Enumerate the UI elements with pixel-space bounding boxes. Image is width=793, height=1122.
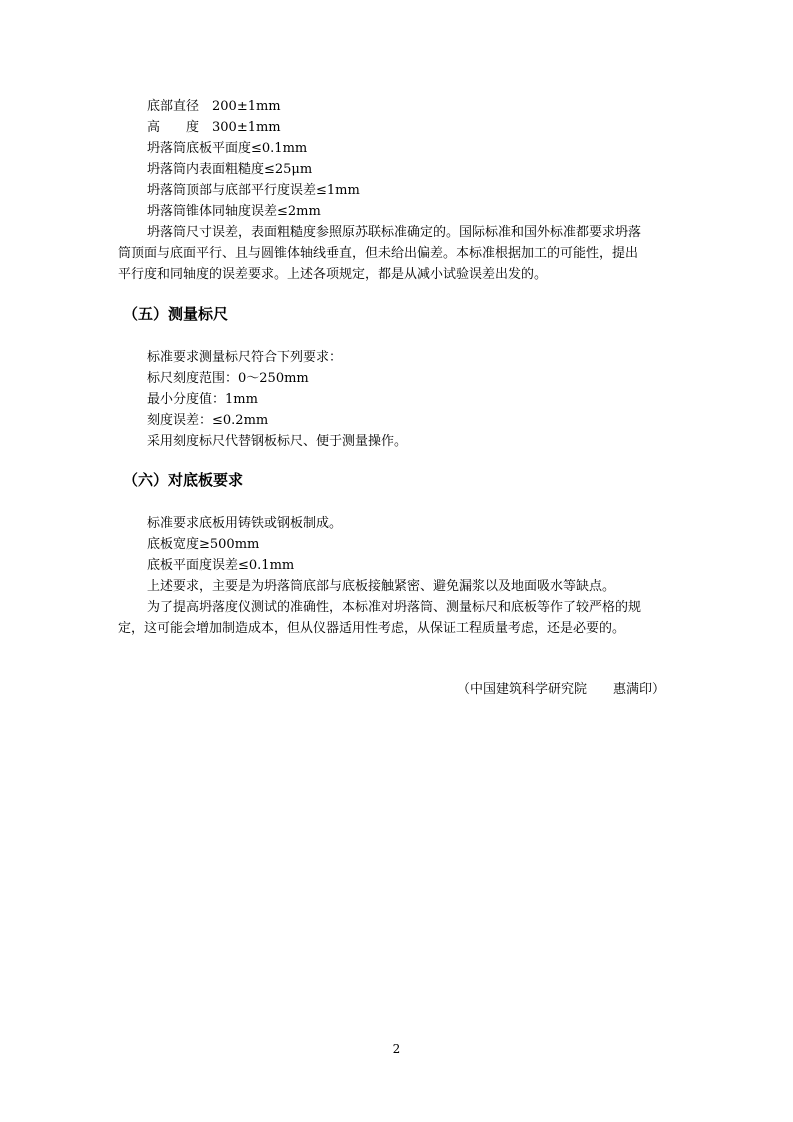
text-line: 高 度 300±1mm (147, 120, 281, 135)
text-line: 底部直径 200±1mm (147, 99, 281, 114)
paragraph-line: 筒顶面与底面平行、且与圆锥体轴线垂直，但未给出偏差。本标准根据加工的可能性，提出 (118, 246, 639, 261)
page-number: 2 (392, 1042, 401, 1056)
text-line: 标准要求底板用铸铁或钢板制成。 (147, 516, 343, 531)
text-line: 标尺刻度范围：0～250mm (147, 371, 309, 386)
text-line: 坍落筒锥体同轴度误差≤2mm (147, 204, 321, 219)
text-line: 坍落筒内表面粗糙度≤25μm (147, 162, 313, 177)
text-line: 最小分度值：1mm (147, 392, 258, 407)
text-line: 上述要求，主要是为坍落筒底部与底板接触紧密、避免漏浆以及地面吸水等缺点。 (147, 579, 616, 594)
text-line: 坍落筒顶部与底部平行度误差≤1mm (147, 183, 360, 198)
text-line: 底板平面度误差≤0.1mm (147, 558, 295, 573)
paragraph-line: 坍落筒尺寸误差，表面粗糙度参照原苏联标准确定的。国际标准和国外标准都要求坍落 (147, 225, 642, 240)
section-heading: （六）对底板要求 (123, 471, 244, 489)
text-line: 标准要求测量标尺符合下列要求： (147, 350, 343, 365)
author-signature: （中国建筑科学研究院 惠满印） (456, 682, 665, 697)
text-line: 底板宽度≥500mm (147, 537, 260, 552)
text-line: 刻度误差：≤0.2mm (147, 413, 269, 428)
text-line: 采用刻度标尺代替钢板标尺、便于测量操作。 (147, 434, 408, 449)
text-line: 坍落筒底板平面度≤0.1mm (147, 141, 308, 156)
paragraph-line: 为了提高坍落度仪测试的准确性，本标准对坍落筒、测量标尺和底板等作了较严格的规 (147, 600, 642, 615)
section-heading: （五）测量标尺 (123, 305, 229, 323)
paragraph-line: 定，这可能会增加制造成本，但从仪器适用性考虑，从保证工程质量考虑，还是必要的。 (118, 621, 626, 636)
paragraph-line: 平行度和同轴度的误差要求。上述各项规定，都是从减小试验误差出发的。 (118, 267, 548, 282)
